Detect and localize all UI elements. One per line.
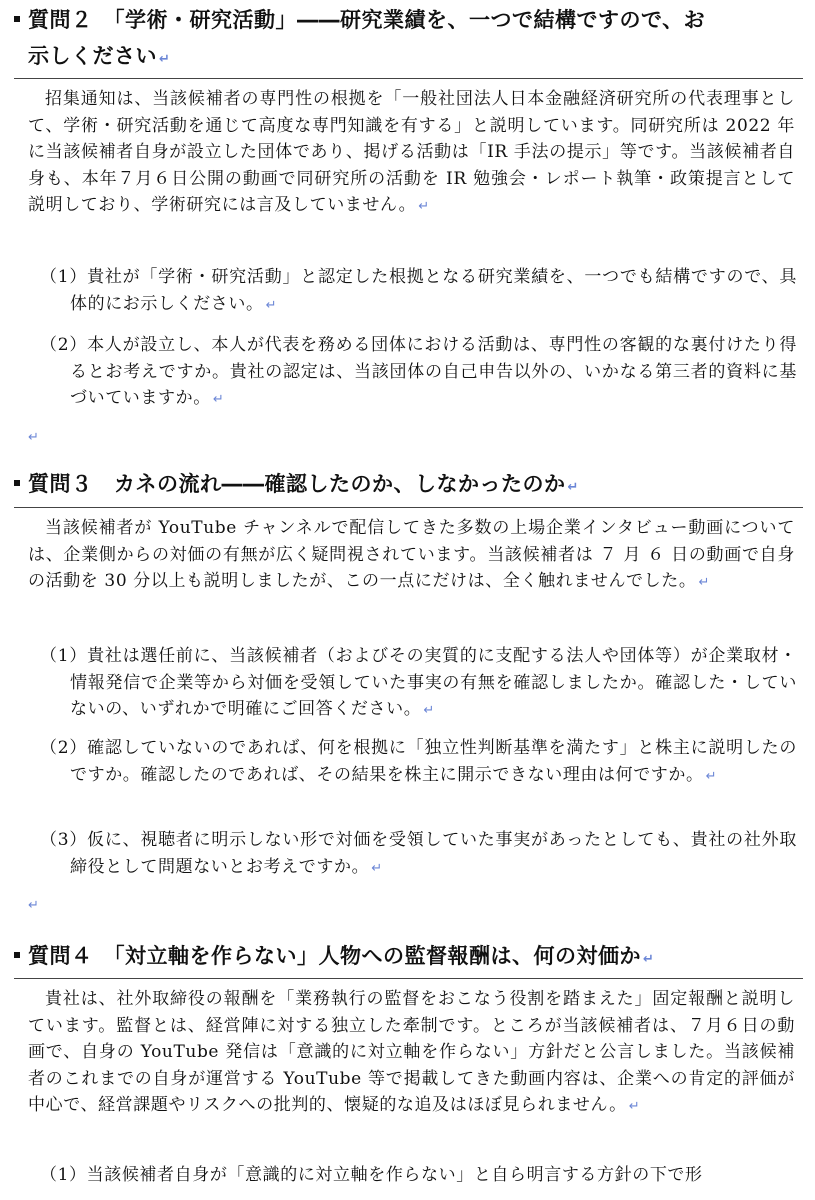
- paragraph-mark-icon: ↵: [212, 392, 225, 407]
- paragraph-mark-icon: ↵: [423, 703, 435, 718]
- paragraph-mark-icon: ↵: [705, 768, 718, 784]
- question-3-item-3: （3）仮に、視聴者に明示しない形で対価を受領していた事実があったとしても、貴社の社外取締役として問題ないとお考えですか。 ↵: [40, 830, 797, 877]
- question-4-heading: 質問４ 「対立軸を作らない」人物への監督報酬は、何の対価か ↵: [14, 938, 803, 978]
- section-divider: [14, 78, 803, 79]
- question-2-item-1: （1）貴社が「学術・研究活動」と認定した根拠となる研究業績を、一つでも結構ですので、具体的にお示しください。 ↵: [40, 267, 797, 314]
- section-divider: [14, 507, 803, 508]
- paragraph-mark-icon: ↵: [159, 52, 171, 67]
- question-4-body: 貴社は、社外取締役の報酬を「業務執行の監督をおこなう役割を踏まえた」固定報酬と説明しています。監督とは、経営陣に対する独立した牽制です。ところが当該候補者は、７月６日の動画で、自身の YouTube 発信は「意識的に対立軸を作らない」方針だと公言しました。当該候補者のこれまでの自身が運営する YouTube 等で掲載してきた動画内容は、企業への肯定的評価が中心で、経営課題やリスクへの批判的、懐疑的な追及はほぼ見られません。 ↵: [28, 989, 795, 1115]
- paragraph-mark-icon: ↵: [265, 297, 278, 313]
- question-3-body: 当該候補者が YouTube チャンネルで配信してきた多数の上場企業インタビュー動画については、企業側からの対価の有無が広く疑問視されています。当該候補者は ７ 月 ６ 日の動画で自身の活動を 30 分以上も説明しましたが、この一点にだけは、全く触れませんでした。 ↵: [28, 518, 795, 591]
- paragraph-mark-icon: ↵: [628, 1099, 641, 1114]
- paragraph-mark-icon: ↵: [698, 575, 710, 590]
- question-3-heading: 質問３ カネの流れ――確認したのか、しなかったのか ↵: [14, 466, 803, 506]
- question-3-item-1: （1）貴社は選任前に、当該候補者（およびその実質的に支配する法人や団体等）が企業取材・情報発信で企業等から対価を受領していた事実の有無を確認しましたか。確認した・していないの、いずれかで明確にご回答ください。 ↵: [40, 646, 797, 719]
- question-2-item-2: （2）本人が設立し、本人が代表を務める団体における活動は、専門性の客観的な裏付けたり得るとお考えですか。貴社の認定は、当該団体の自己申告以外の、いかなる第三者的資料に基づいていますか。 ↵: [40, 335, 797, 408]
- empty-paragraph-mark: ↵: [28, 430, 39, 445]
- heading-bullet-icon: [14, 480, 20, 486]
- section-divider: [14, 978, 803, 979]
- question-4-item-1: （1）当該候補者自身が「意識的に対立軸を作らない」と自ら明言する方針の下で形: [40, 1165, 703, 1185]
- paragraph-mark-icon: ↵: [643, 952, 655, 967]
- paragraph-mark-icon: ↵: [371, 860, 383, 876]
- empty-paragraph-mark: ↵: [28, 898, 39, 913]
- question-2-body: 招集通知は、当該候補者の専門性の根拠を「一般社団法人日本金融経済研究所の代表理事として、学術・研究活動を通じて高度な専門知識を有する」と説明しています。同研究所は 2022 年に当該候補者自身が設立した団体であり、掲げる活動は「IR 手法の提示」等です。当該候補者自身も、本年７月６日公開の動画で同研究所の活動を IR 勉強会・レポート執筆・政策提言として説明しており、学術研究には言及していません。 ↵: [28, 89, 795, 215]
- paragraph-mark-icon: ↵: [418, 199, 430, 214]
- heading-bullet-icon: [14, 16, 20, 22]
- heading-bullet-icon: [14, 952, 20, 958]
- question-3-item-2: （2）確認していないのであれば、何を根拠に「独立性判断基準を満たす」と株主に説明したのですか。確認したのであれば、その結果を株主に開示できない理由は何ですか。 ↵: [40, 738, 797, 785]
- paragraph-mark-icon: ↵: [567, 480, 579, 495]
- question-2-heading: 質問２ 「学術・研究活動」――研究業績を、一つで結構ですので、お 示しください ↵: [14, 2, 803, 78]
